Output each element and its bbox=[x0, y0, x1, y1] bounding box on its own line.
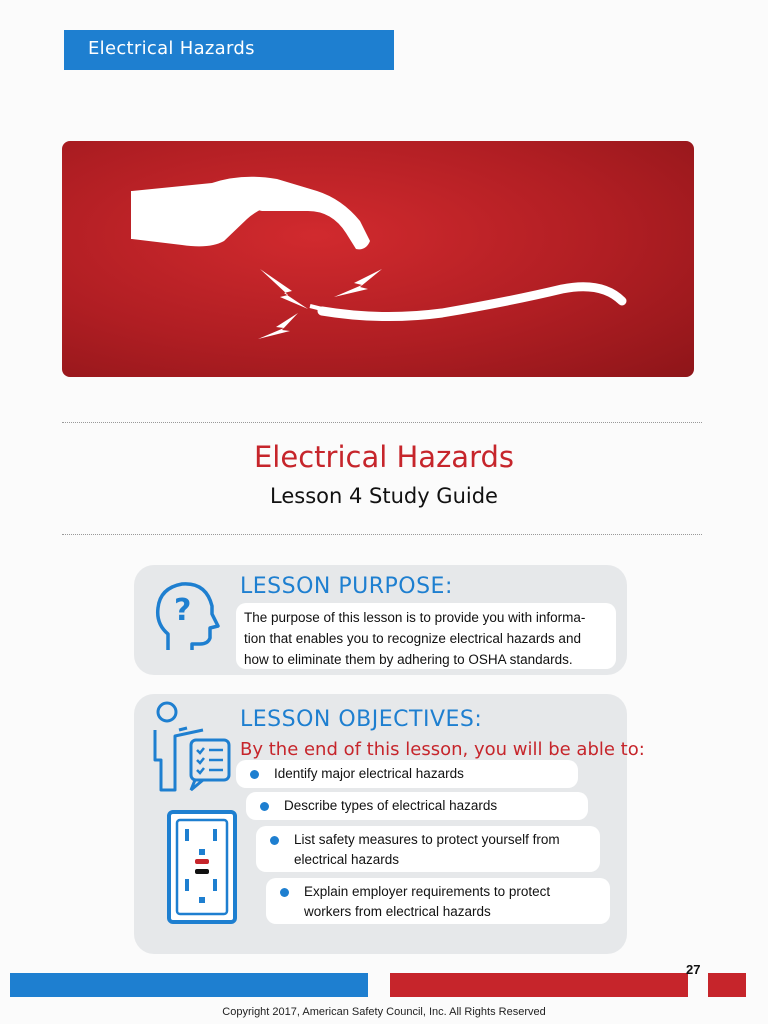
bullet-icon bbox=[260, 802, 269, 811]
purpose-heading: LESSON PURPOSE: bbox=[240, 574, 453, 599]
purpose-text bbox=[236, 603, 616, 669]
hand-shock-icon bbox=[62, 141, 694, 377]
footer-bar-blue bbox=[10, 973, 368, 997]
objectives-heading: LESSON OBJECTIVES: bbox=[240, 707, 483, 732]
bullet-icon bbox=[280, 888, 289, 897]
objective-line: Explain employer requirements to protect bbox=[304, 884, 551, 899]
objective-line: List safety measures to protect yourself from bbox=[294, 832, 560, 847]
purpose-line: how to eliminate them by adhering to OSHA standards. bbox=[244, 652, 573, 667]
bullet-icon bbox=[250, 770, 259, 779]
question-head-icon bbox=[150, 578, 222, 658]
divider-top bbox=[62, 422, 702, 423]
hero-banner bbox=[62, 141, 694, 377]
section-label: Electrical Hazards bbox=[88, 38, 255, 59]
purpose-line: The purpose of this lesson is to provide you with informa- bbox=[244, 610, 586, 625]
svg-text:?: ? bbox=[174, 593, 192, 628]
objective-line: workers from electrical hazards bbox=[304, 904, 491, 919]
objective-item bbox=[236, 760, 578, 788]
objective-item bbox=[246, 792, 588, 820]
electrical-outlet-icon bbox=[166, 809, 238, 925]
footer-bar-red-end bbox=[708, 973, 746, 997]
presenter-checklist-icon bbox=[145, 700, 235, 796]
copyright-notice: Copyright 2017, American Safety Council, Inc. All Rights Reserved bbox=[222, 1006, 546, 1018]
objectives-intro: By the end of this lesson, you will be able to: bbox=[240, 739, 645, 760]
objective-line: Describe types of electrical hazards bbox=[284, 798, 498, 813]
objective-item bbox=[256, 826, 600, 872]
footer-bar-red bbox=[390, 973, 688, 997]
objective-line: Identify major electrical hazards bbox=[274, 766, 464, 781]
bullet-icon bbox=[270, 836, 279, 845]
page-number: 27 bbox=[686, 962, 701, 977]
page-subtitle: Lesson 4 Study Guide bbox=[270, 484, 498, 508]
purpose-line: tion that enables you to recognize electrical hazards and bbox=[244, 631, 581, 646]
objective-item bbox=[266, 878, 610, 924]
divider-bottom bbox=[62, 534, 702, 535]
section-header bbox=[64, 30, 394, 70]
objective-line: electrical hazards bbox=[294, 852, 400, 867]
page-title: Electrical Hazards bbox=[253, 440, 514, 474]
